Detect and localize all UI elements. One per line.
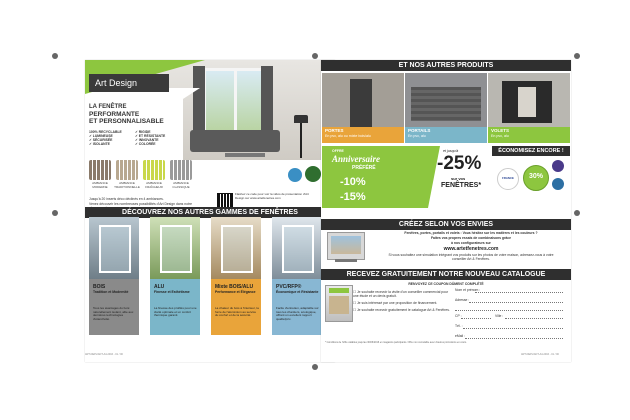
window-illustration bbox=[221, 225, 253, 273]
brand-logo: Art Design bbox=[89, 74, 169, 92]
coupon-option-catalog[interactable]: ☐ Je souhaite recevoir gratuitement le catalogue Art & Fenêtres. bbox=[353, 308, 450, 312]
range-card bbox=[211, 217, 261, 335]
field-zip-input[interactable] bbox=[461, 318, 491, 319]
registration-mark bbox=[312, 53, 318, 59]
range-photo bbox=[211, 217, 261, 279]
eco-banner: ÉCONOMISEZ ENCORE ! bbox=[492, 146, 570, 156]
field-email-input[interactable] bbox=[465, 338, 563, 339]
range-description: Facile d'entretien, adaptable sur tous les chantiers, écologique, offrant un excellent rapport qualité/prix. bbox=[276, 306, 319, 321]
savings-badge bbox=[523, 165, 549, 191]
coupon-option-financing[interactable]: ☐ Je suis intéressé par une proposition de financement. bbox=[353, 301, 438, 305]
qr-caption: Flashez ce code pour voir la vidéo de présentation d'Art Design sur www.artetfenetres.com bbox=[235, 192, 309, 200]
registration-mark bbox=[312, 364, 318, 370]
products-banner: ET NOS AUTRES PRODUITS bbox=[321, 60, 571, 71]
configurator-screen bbox=[327, 232, 365, 260]
discount-caption-1: et jusqu'à bbox=[443, 149, 459, 153]
create-line-4: Si vous souhaitez une simulation intégrant vos produits sur les photos de votre maison, adressez-vous à votre conseiller Art & Fenêtres. bbox=[388, 253, 554, 261]
right-page bbox=[321, 60, 571, 362]
gate-illustration bbox=[411, 87, 481, 121]
feature-item: ✓ INNOVANTE bbox=[135, 138, 159, 142]
field-city-label: Ville : bbox=[495, 314, 504, 318]
ambiance-chip-label: AMBIANCE FRAÎCHEUR bbox=[145, 181, 163, 189]
catalog-banner: RECEVEZ GRATUITEMENT NOTRE NOUVEAU CATALOGUE bbox=[321, 269, 571, 280]
ambiance-chip bbox=[116, 160, 138, 180]
offer-label: OFFRE bbox=[332, 149, 344, 153]
registration-mark bbox=[52, 210, 58, 216]
ambiance-chip-label: AMBIANCE CLASSIQUE bbox=[172, 181, 190, 189]
registration-mark bbox=[52, 53, 58, 59]
discount-caption-3: FENÊTRES* bbox=[441, 182, 482, 189]
range-photo bbox=[89, 217, 139, 279]
window-illustration bbox=[203, 68, 269, 136]
product-name-doors: PORTES bbox=[325, 128, 344, 133]
range-card bbox=[150, 217, 200, 335]
field-name-input[interactable] bbox=[475, 292, 563, 293]
fine-print: * Conditions de l'offre valables jusqu'au 30/06/2016 en magasins participants. Offre non cumulable avec d'autres promotions en cours. bbox=[325, 341, 467, 344]
anniversary-title: Anniversaire bbox=[332, 154, 381, 164]
lamp-illustration bbox=[300, 120, 302, 158]
shutters-photo bbox=[488, 73, 570, 143]
anniversary-sub: PRÉFÉRÉ bbox=[352, 165, 376, 171]
create-url[interactable]: www.artetfenetres.com bbox=[443, 246, 499, 252]
field-address-label: Adresse : bbox=[455, 298, 470, 302]
ranges-banner: DÉCOUVREZ NOS AUTRES GAMMES DE FENÊTRES bbox=[85, 207, 335, 218]
feature-item: ✓ RIGIDE bbox=[135, 130, 151, 134]
headline-line-3: ET PERSONNALISABLE bbox=[89, 118, 164, 125]
feature-item: ✓ SÉCURISÉE bbox=[89, 138, 113, 142]
screen-stand bbox=[335, 259, 357, 262]
table-illustration bbox=[225, 153, 265, 157]
registration-mark bbox=[574, 53, 580, 59]
field-address-input[interactable] bbox=[469, 302, 563, 303]
ambiance-chip bbox=[170, 160, 192, 180]
product-name-shutters: VOLETS bbox=[491, 128, 510, 133]
footer-code: ART-DEPLIANT-A4-2016 - 01 / 00 bbox=[521, 353, 559, 356]
lamp-shade bbox=[294, 115, 308, 123]
door-illustration bbox=[350, 79, 372, 127]
ambiance-chip bbox=[143, 160, 165, 180]
france-badge-text: FRANCE bbox=[502, 176, 514, 180]
range-name: PVC/RFP® bbox=[276, 284, 302, 290]
bonus-badge bbox=[552, 178, 564, 190]
create-banner: CRÉEZ SELON VOS ENVIES bbox=[321, 219, 571, 230]
create-line-3: à nos configurateurs sur bbox=[451, 241, 491, 245]
feature-item: 100% RECYCLABLE bbox=[89, 130, 122, 134]
savings-badge-text: 30% bbox=[528, 173, 543, 180]
headline-line-2: PERFORMANTE bbox=[89, 111, 140, 118]
label-badge bbox=[288, 168, 302, 182]
window-illustration bbox=[518, 87, 536, 117]
discount-caption-2: sur vos bbox=[451, 176, 466, 181]
feature-item: ✓ ISOLANTE bbox=[89, 142, 110, 146]
window-illustration bbox=[160, 225, 192, 273]
product-name-gates: PORTAILS bbox=[408, 128, 431, 133]
range-subtitle: Performance et Élégance bbox=[215, 290, 256, 294]
left-page bbox=[85, 60, 335, 362]
curtain-right bbox=[261, 66, 273, 136]
feature-item: ✓ ET RÉSISTANTE bbox=[135, 134, 166, 138]
doors-photo bbox=[322, 73, 404, 143]
sofa-illustration bbox=[190, 130, 280, 152]
range-description: La chaleur du bois à l'intérieur, la force de l'aluminium au service du confort et de la sécurité. bbox=[215, 306, 259, 318]
feature-item: ✓ LUMINEUSE bbox=[89, 134, 113, 138]
product-sub-doors: En pvc, alu ou mixte bois/alu bbox=[325, 134, 371, 138]
range-name: ALU bbox=[154, 284, 165, 290]
credit-badge bbox=[552, 160, 564, 172]
range-photo bbox=[150, 217, 200, 279]
coupon-options bbox=[353, 290, 451, 312]
field-phone-label: Tél. : bbox=[455, 324, 463, 328]
coupon-option-visit[interactable]: ☐ Je souhaite recevoir la visite d'un conseiller commercial pour une étude et un devis gratuit. bbox=[353, 290, 449, 298]
inserts-text-2: Venez découvrir les nombreuses possibilités d'Art Design dans notre bbox=[89, 202, 192, 206]
window-illustration bbox=[282, 225, 314, 273]
range-subtitle: Finesse et Esthétisme bbox=[154, 290, 190, 294]
range-description: La finesse des profilés pour une clarté optimale et un confort thermique garanti. bbox=[154, 306, 197, 318]
feature-item: ✓ COLORÉE bbox=[135, 142, 156, 146]
catalog-cover bbox=[325, 285, 353, 322]
field-city-input[interactable] bbox=[505, 318, 563, 319]
range-description: Tous les avantages du bois: naturellement isolant, allie aux dernières technologies d'étanchéité. bbox=[93, 306, 134, 321]
field-email-label: eMail : bbox=[455, 334, 465, 338]
certification-badge bbox=[305, 166, 321, 182]
field-name-label: Nom et prénom : bbox=[455, 288, 481, 292]
ambiance-chip bbox=[89, 160, 111, 180]
ambiance-chip-label: AMBIANCE TRADITIONNELLE bbox=[114, 181, 140, 189]
range-subtitle: Tradition et Modernité bbox=[93, 290, 129, 294]
registration-mark bbox=[574, 210, 580, 216]
product-sub-shutters: En pvc, alu bbox=[491, 134, 509, 138]
window-illustration bbox=[99, 225, 131, 273]
footer-code: ART-DEPLIANT-A4-2016 - 01 / 00 bbox=[85, 353, 123, 356]
coupon-title: RENVOYEZ CE COUPON DÛMENT COMPLÉTÉ bbox=[408, 282, 484, 286]
field-phone-input[interactable] bbox=[463, 328, 563, 329]
range-name: BOIS bbox=[93, 284, 106, 290]
discount-10: -10% bbox=[340, 176, 366, 188]
field-address-input-2[interactable] bbox=[455, 310, 563, 311]
range-card bbox=[89, 217, 139, 335]
france-badge bbox=[497, 168, 519, 190]
headline-line-1: LA FENÊTRE bbox=[89, 104, 127, 110]
gates-photo bbox=[405, 73, 487, 143]
create-line-1: Fenêtres, portes, portails et volets : Vous hésitez sur les matières et les couleurs ? bbox=[404, 231, 538, 235]
discount-15: -15% bbox=[340, 191, 366, 203]
inserts-text: Jusqu'à 20 inserts déco déclinés en 4 ambiances. bbox=[89, 197, 164, 201]
anniversary-offer-box bbox=[322, 146, 428, 208]
field-zip-label: CP : bbox=[455, 314, 462, 318]
product-sub-gates: En pvc, alu bbox=[408, 134, 426, 138]
range-name: Mixte BOIS/ALU bbox=[215, 284, 254, 290]
range-photo bbox=[272, 217, 322, 279]
range-subtitle: Économique et Résistante bbox=[276, 290, 319, 294]
features-list-right bbox=[135, 130, 165, 146]
discount-25: -25% bbox=[437, 153, 482, 174]
range-card bbox=[272, 217, 322, 335]
features-list-left bbox=[89, 130, 122, 146]
ambiance-chip-label: AMBIANCE MODERNE bbox=[92, 181, 108, 189]
create-line-2: Faites vos propres essais de combinaisons grâce bbox=[430, 236, 512, 240]
